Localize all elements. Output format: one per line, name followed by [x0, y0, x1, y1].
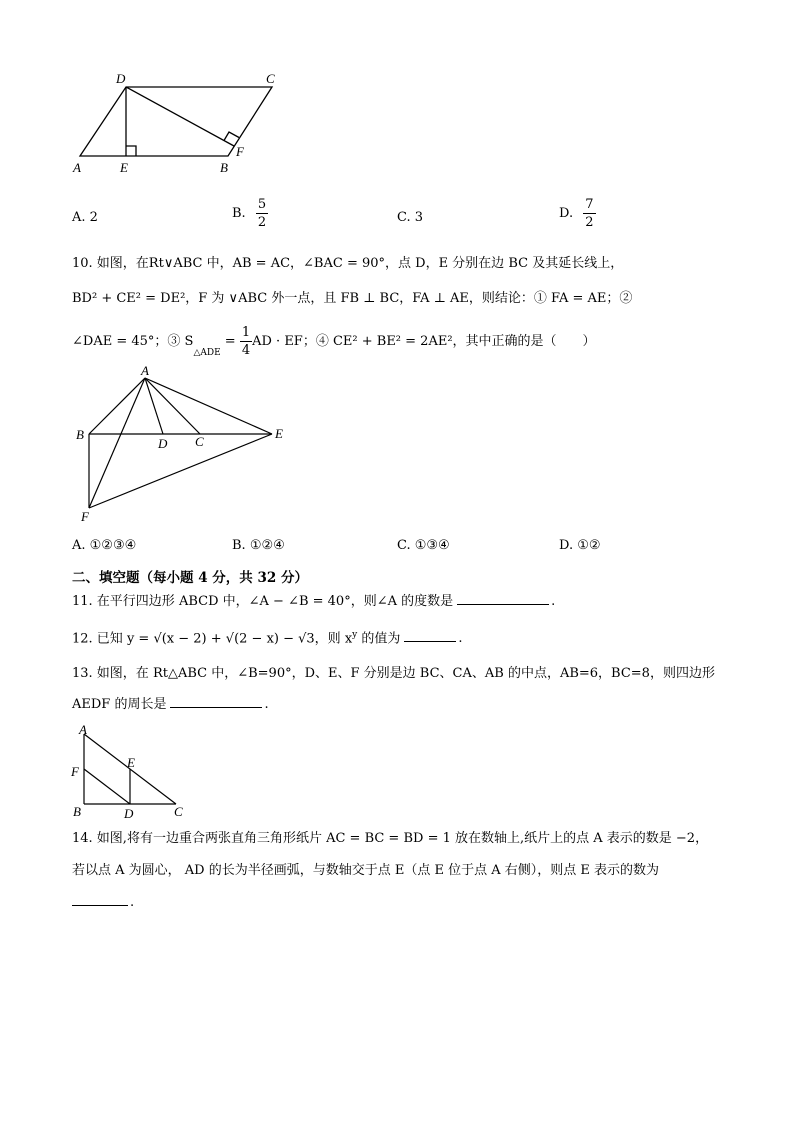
q10-line-1: 10. 如图，在Rt∨ABC 中，AB = AC，∠BAC = 90°，点 D，E 分别在边 BC 及其延长线上，	[72, 256, 624, 271]
q14-line-2: 若以点 A 为圆心， AD 的长为半径画弧，与数轴交于点 E（点 E 位于点 A 右侧），则点 E 表示的数为	[72, 863, 660, 878]
q9-option-b	[232, 198, 268, 229]
q13-text: AEDF 的周长是	[72, 697, 167, 712]
q10-fraction-denominator: 4	[241, 343, 251, 358]
q10-option-c: C. ①③④	[397, 538, 450, 553]
q10-line-3-part-c: AD · EF；④ CE² + BE² = 2AE²，其中正确的是（ ）	[252, 334, 596, 349]
q11-answer-blank[interactable]	[457, 603, 549, 605]
label-F: F	[71, 764, 79, 779]
label-B: B	[220, 160, 228, 175]
segment-AC	[145, 378, 200, 434]
label-D: D	[158, 436, 168, 451]
segment-DF	[126, 87, 234, 146]
q9-option-d-prefix: D.	[559, 206, 574, 221]
label-E: E	[127, 755, 135, 770]
q14-answer-blank[interactable]	[72, 904, 128, 906]
q14-line-1: 14. 如图,将有一边重合两张直角三角形纸片 AC = BC = BD = 1 放在数轴上,纸片上的点 A 表示的数是 −2，	[72, 831, 709, 846]
q10-line-3	[72, 326, 596, 358]
q13-answer-blank[interactable]	[170, 706, 262, 708]
q9-option-a: A. 2	[72, 210, 98, 225]
label-F: F	[81, 509, 89, 524]
label-A: A	[73, 160, 81, 175]
q10-line-2: BD² + CE² = DE²，F 为 ∨ABC 外一点，且 FB ⊥ BC，FA ⊥ AE，则结论：① FA = AE；②	[72, 291, 633, 306]
label-A: A	[79, 722, 87, 737]
q13-line-1: 13. 如图，在 Rt△ABC 中，∠B=90°，D、E、F 分别是边 BC、CA、AB 的中点，AB=6，BC=8，则四边形	[72, 666, 715, 681]
q10-line-3-part-a: ∠DAE = 45°；③ S	[72, 334, 194, 349]
q11	[72, 595, 555, 608]
q13-period: .	[264, 697, 269, 712]
segment-FD	[84, 769, 130, 804]
label-D: D	[116, 71, 126, 86]
segment-AB	[89, 378, 145, 434]
q9-d-numerator: 7	[585, 197, 594, 212]
parallelogram-figure	[70, 68, 290, 178]
q10-fraction-numerator: 1	[241, 325, 251, 340]
q12-exponent: y	[352, 630, 358, 640]
q11-text: 11. 在平行四边形 ABCD 中，∠A − ∠B = 40°，则∠A 的度数是	[72, 594, 454, 609]
label-F: F	[236, 144, 244, 159]
label-E: E	[120, 160, 128, 175]
q9-b-numerator: 5	[257, 197, 267, 212]
label-D: D	[124, 806, 134, 821]
label-B: B	[76, 427, 84, 442]
label-C: C	[195, 434, 204, 449]
q13-figure	[66, 722, 196, 822]
q12-text: 12. 已知 y = √(x − 2) + √(2 − x) − √3，则 x	[72, 631, 353, 647]
label-C: C	[266, 71, 275, 86]
q12-answer-blank[interactable]	[404, 640, 456, 642]
q9-d-denominator: 2	[585, 215, 594, 230]
label-C: C	[174, 804, 183, 819]
q9-option-c: C. 3	[397, 210, 424, 225]
q9-b-denominator: 2	[257, 215, 267, 230]
q9-option-b-fraction	[256, 198, 268, 229]
q13-line-2	[72, 698, 269, 711]
q10-area-subscript: △ADE	[193, 348, 221, 358]
q9-option-d	[559, 198, 596, 229]
q9-option-b-prefix: B.	[232, 206, 246, 221]
right-angle-mark-E	[126, 146, 136, 156]
segment-AE	[145, 378, 272, 434]
q14-period: .	[130, 895, 135, 910]
label-E: E	[275, 426, 283, 441]
label-B: B	[73, 804, 81, 819]
q10-option-d: D. ①②	[559, 538, 601, 553]
q14-line-3	[72, 896, 134, 909]
q10-quarter-fraction	[240, 326, 252, 357]
q12-period: .	[458, 631, 463, 647]
q10-option-b: B. ①②④	[232, 538, 285, 553]
q10-figure	[70, 362, 300, 528]
q11-period: .	[551, 594, 556, 609]
q12	[72, 631, 463, 645]
q10-option-a: A. ①②③④	[72, 538, 137, 553]
q9-option-d-fraction	[583, 198, 595, 229]
q12-text-end: 的值为	[357, 631, 401, 647]
right-angle-mark-F	[224, 132, 239, 141]
label-A: A	[141, 363, 149, 378]
q10-line-3-part-b: =	[220, 334, 240, 349]
section-heading: 二、填空题（每小题 4 分，共 32 分）	[72, 570, 308, 586]
